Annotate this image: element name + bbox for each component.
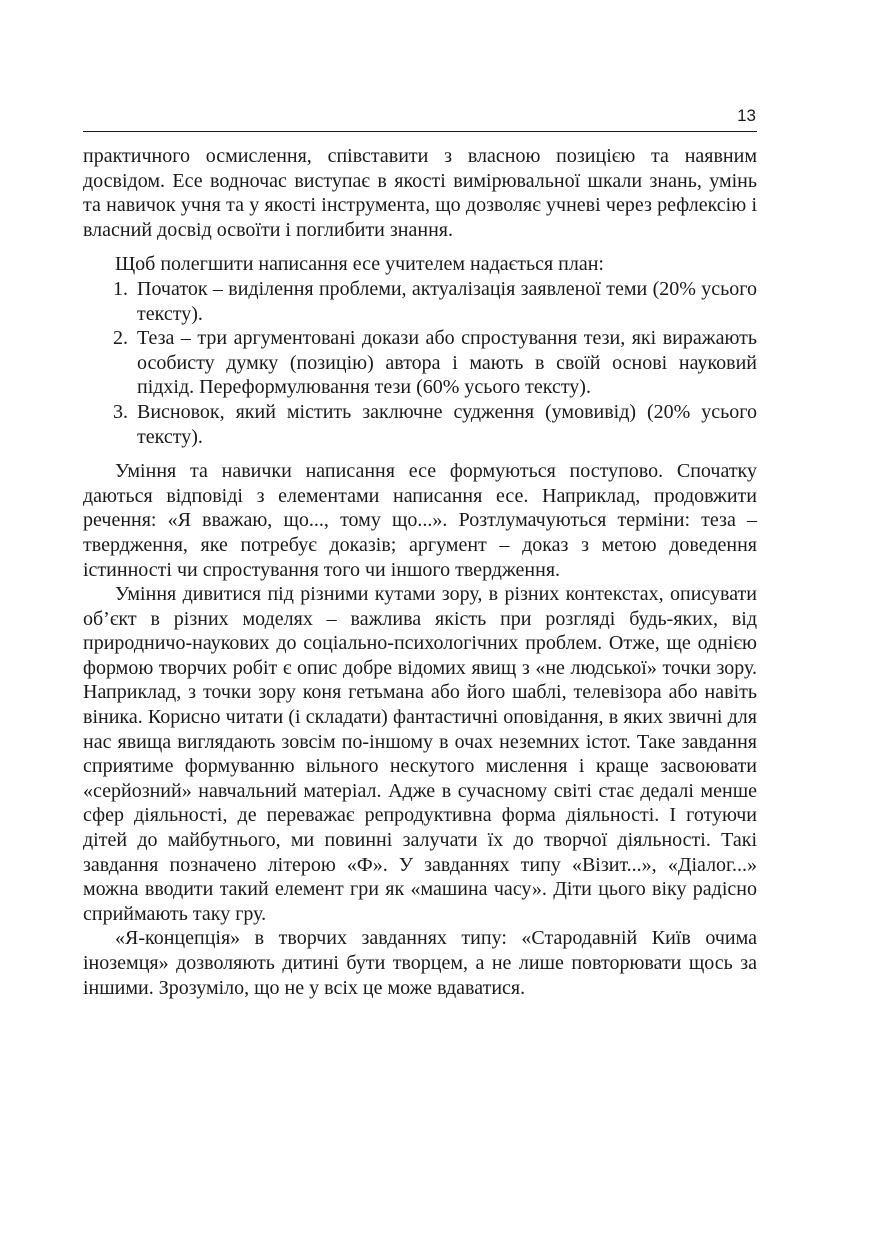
paragraph-essay-skills: Уміння та навички написання есе формуються поступово. Спочатку даються відповіді з елементами написання есе. Наприклад, продовжити речення: «Я вважаю, що..., тому що...». Розтлумачуються терміни: теза – твердження, яке потребує доказів; аргумент – доказ з метою доведення істинності чи спростування того чи іншого твердження. <box>83 460 757 581</box>
plan-item-text: Теза – три аргументовані докази або спростування тези, які виражають особисту думку (позицію) автора і мають в своїй основі науковий підхід. Переформулювання тези (60% усього тексту). <box>137 327 757 399</box>
plan-item-number: 3. <box>113 400 128 423</box>
plan-item-text: Початок – виділення проблеми, актуалізація заявленої теми (20% усього тексту). <box>137 277 757 325</box>
plan-item-conclusion <box>83 400 757 449</box>
plan-item-beginning <box>83 277 757 326</box>
essay-plan-list <box>83 277 757 449</box>
paragraph-continuation: практичного осмислення, співставити з власною позицією та наявним досвідом. Есе водночас виступає в якості вимірювальної шкали знань, умінь та навичок учня та у якості інструмента, що дозволяє учневі через рефлексію і власний досвід освоїти і поглибити знання. <box>83 145 757 241</box>
page-body <box>83 144 757 1000</box>
page-number: 13 <box>737 106 756 125</box>
header-rule <box>83 131 757 132</box>
plan-item-number: 1. <box>113 277 128 300</box>
plan-item-number: 2. <box>113 327 128 350</box>
paragraph-points-of-view: Уміння дивитися під різними кутами зору, в різних контекстах, описувати об’єкт в різних моделях – важлива якість при розгляді будь-яких, від природничо-наукових до соціально-психологічних проблем. Отже, ще однією формою творчих робіт є опис добре відомих явищ з «не людської» точки зору. Наприклад, з точки зору коня гетьмана або його шаблі, телевізора або навіть віника. Корисно читати (і складати) фантастичні оповідання, в яких звичні для нас явища виглядають зовсім по-іншому в очах неземних істот. Таке завдання сприятиме формуванню вільного нескутого мислення і краще засвоювати «серйозний» навчальний матеріал. Адже в сучасному світі стає дедалі менше сфер діяльності, де переважає репродуктивна форма діяльності. І готуючи дітей до майбутнього, ми повинні залучати їх до творчої діяльності. Такі завдання позначено літерою «Ф». У завданнях типу «Візит...», «Діалог...» можна вводити такий елемент гри як «машина часу». Діти цього віку радісно сприймають таку гру. <box>83 583 757 925</box>
plan-item-thesis <box>83 326 757 400</box>
paragraph-self-concept: «Я-концепція» в творчих завданнях типу: «Стародавній Київ очима іноземця» дозволяють дитині бути творцем, а не лише повторювати щось за іншими. Зрозуміло, що не у всіх це може вдаватися. <box>83 927 757 999</box>
plan-item-text: Висновок, який містить заключне судження (умовивід) (20% усього тексту). <box>137 400 757 448</box>
plan-intro: Щоб полегшити написання есе учителем надається план: <box>115 253 604 276</box>
